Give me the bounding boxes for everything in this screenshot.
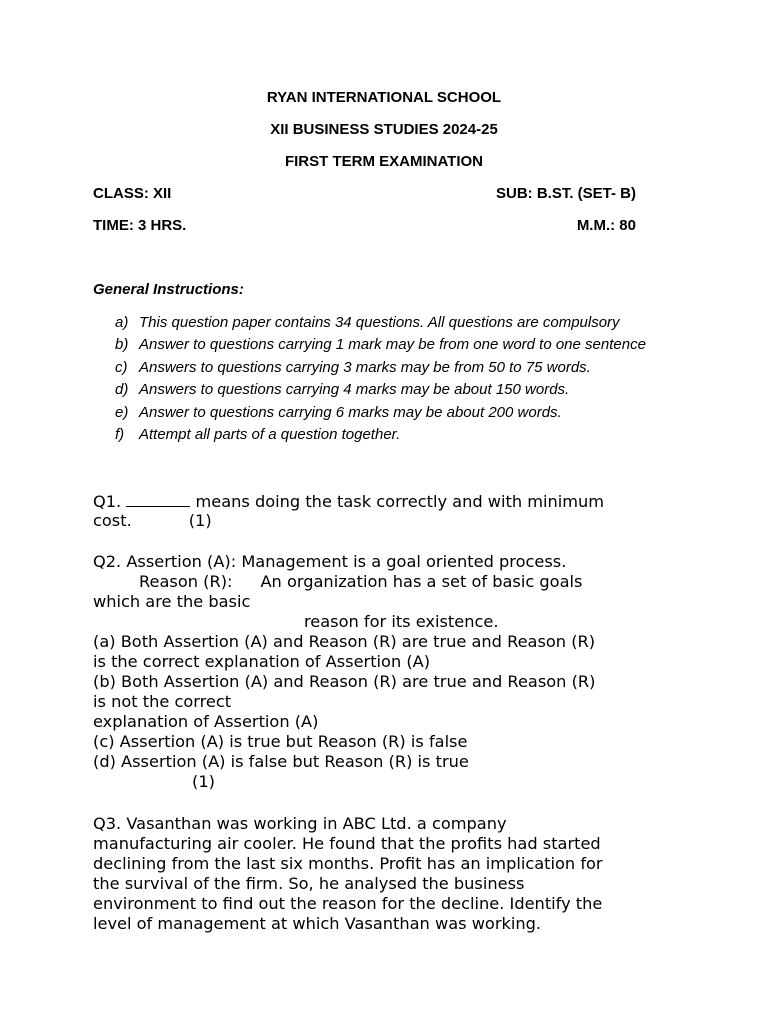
instruction-marker: a)	[115, 314, 129, 331]
q2-option-d: (d) Assertion (A) is false but Reason (R) is true	[93, 752, 469, 771]
q2-assertion: Q2. Assertion (A): Management is a goal oriented process.	[93, 552, 567, 571]
instructions-title: General Instructions:	[93, 281, 244, 298]
q1-line-2	[93, 511, 683, 531]
instruction-item	[93, 402, 673, 424]
instruction-marker: f)	[115, 426, 125, 444]
q3-line: declining from the last six months. Profit has an implication for	[93, 854, 603, 873]
question-3	[93, 814, 683, 934]
instruction-marker: b)	[115, 336, 129, 354]
q2-option-a-2: is the correct explanation of Assertion (A)	[93, 652, 431, 671]
answer-blank	[126, 491, 190, 507]
q2-reason-text: An organization has a set of basic goals	[260, 572, 583, 591]
q1-text: means doing the task correctly and with minimum	[190, 492, 605, 511]
q2-option-a-1: (a) Both Assertion (A) and Reason (R) are true and Reason (R)	[93, 632, 596, 651]
instruction-marker: d)	[115, 381, 129, 399]
question-1	[93, 491, 683, 531]
class-label: CLASS: XII	[93, 185, 172, 202]
instruction-text: Attempt all parts of a question together.	[139, 426, 401, 444]
q3-line: manufacturing air cooler. He found that the profits had started	[93, 834, 601, 853]
instruction-item	[93, 357, 673, 379]
instruction-item	[93, 424, 673, 446]
q2-option-b-2: is not the correct	[93, 692, 232, 711]
subject-label: SUB: B.ST. (SET- B)	[495, 185, 636, 202]
q1-text-2: cost.	[93, 511, 132, 530]
q3-line: the survival of the firm. So, he analysed the business	[93, 874, 525, 893]
instruction-item	[93, 334, 673, 356]
instruction-text: Answers to questions carrying 4 marks may be about 150 words.	[139, 381, 570, 399]
q1-marks: (1)	[188, 511, 212, 530]
q2-option-b-3: explanation of Assertion (A)	[93, 712, 319, 731]
question-2	[93, 552, 683, 792]
q2-option-c: (c) Assertion (A) is true but Reason (R) is false	[93, 732, 468, 751]
q2-option-b-1: (b) Both Assertion (A) and Reason (R) are true and Reason (R)	[93, 672, 596, 691]
exam-title: FIRST TERM EXAMINATION	[284, 153, 484, 170]
q1-line-1	[93, 491, 683, 511]
time-label: TIME: 3 HRS.	[93, 217, 187, 234]
q3-line: Q3. Vasanthan was working in ABC Ltd. a company	[93, 814, 507, 833]
q2-reason-label: Reason (R):	[139, 572, 233, 591]
instruction-item	[93, 312, 673, 334]
q3-line: environment to find out the reason for the decline. Identify the	[93, 894, 603, 913]
q2-line-4: reason for its existence.	[304, 612, 499, 631]
instruction-text: Answer to questions carrying 6 marks may be about 200 words.	[139, 403, 562, 421]
q2-line-3: which are the basic	[93, 592, 251, 611]
instruction-text: Answers to questions carrying 3 marks may be from 50 to 75 words.	[139, 358, 591, 376]
instruction-marker: e)	[115, 403, 129, 421]
school-name: RYAN INTERNATIONAL SCHOOL	[266, 89, 502, 106]
q2-reason	[93, 572, 683, 592]
q2-marks: (1)	[192, 772, 215, 791]
instruction-text: This question paper contains 34 questions. All questions are compulsory	[139, 314, 620, 331]
max-marks-label: M.M.: 80	[576, 217, 636, 234]
instruction-item	[93, 379, 673, 401]
subject-year: XII BUSINESS STUDIES 2024-25	[270, 121, 498, 138]
q1-prefix: Q1.	[93, 492, 127, 511]
q3-line: level of management at which Vasanthan was working.	[93, 914, 542, 933]
instruction-text: Answer to questions carrying 1 mark may be from one word to one sentence	[139, 336, 646, 354]
instructions-list	[93, 312, 673, 446]
instruction-marker: c)	[115, 358, 128, 376]
